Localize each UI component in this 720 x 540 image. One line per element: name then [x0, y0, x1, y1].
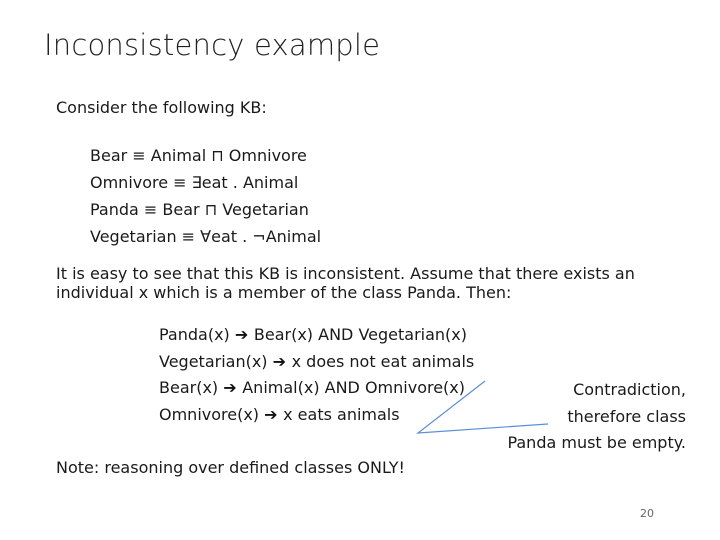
derivation-conclusion: x does not eat animals	[291, 351, 475, 371]
derivation-premise: Bear(x)	[159, 378, 219, 397]
derivation-premise: Panda(x)	[159, 325, 230, 344]
paragraph-line: It is easy to see that this KB is inconsistent. Assume that there exists an	[56, 264, 635, 283]
slide-title: Inconsistency example	[44, 28, 381, 62]
axiom-vegetarian: Vegetarian ≡ ∀eat . ¬Animal	[90, 227, 322, 246]
derivation-premise: Vegetarian(x)	[159, 351, 268, 371]
derivation-conclusion: Animal(x) AND Omnivore(x)	[242, 378, 466, 397]
right-arrow-icon: ➔	[223, 378, 243, 397]
right-arrow-icon: ➔	[234, 325, 254, 344]
note-text: Note: reasoning over defined classes ONLY!	[56, 458, 405, 477]
callout-line: therefore class	[567, 406, 686, 426]
derivation-conclusion: x eats animals	[283, 404, 400, 424]
page-number: 20	[640, 507, 654, 520]
intro-text: Consider the following KB:	[56, 98, 267, 117]
contradiction-callout	[496, 377, 686, 457]
axiom-bear: Bear ≡ Animal ⊓ Omnivore	[90, 146, 307, 165]
right-arrow-icon: ➔	[272, 351, 292, 371]
derivation-premise: Omnivore(x)	[159, 404, 260, 424]
right-arrow-icon: ➔	[264, 404, 284, 424]
callout-line: Panda must be empty.	[507, 433, 686, 452]
paragraph-line: individual x which is a member of the class Panda. Then:	[56, 283, 512, 302]
axiom-omnivore: Omnivore ≡ ∃eat . Animal	[90, 173, 299, 192]
axiom-panda: Panda ≡ Bear ⊓ Vegetarian	[90, 200, 309, 219]
derivation-conclusion: Bear(x) AND Vegetarian(x)	[253, 325, 467, 344]
callout-line: Contradiction,	[573, 380, 686, 399]
